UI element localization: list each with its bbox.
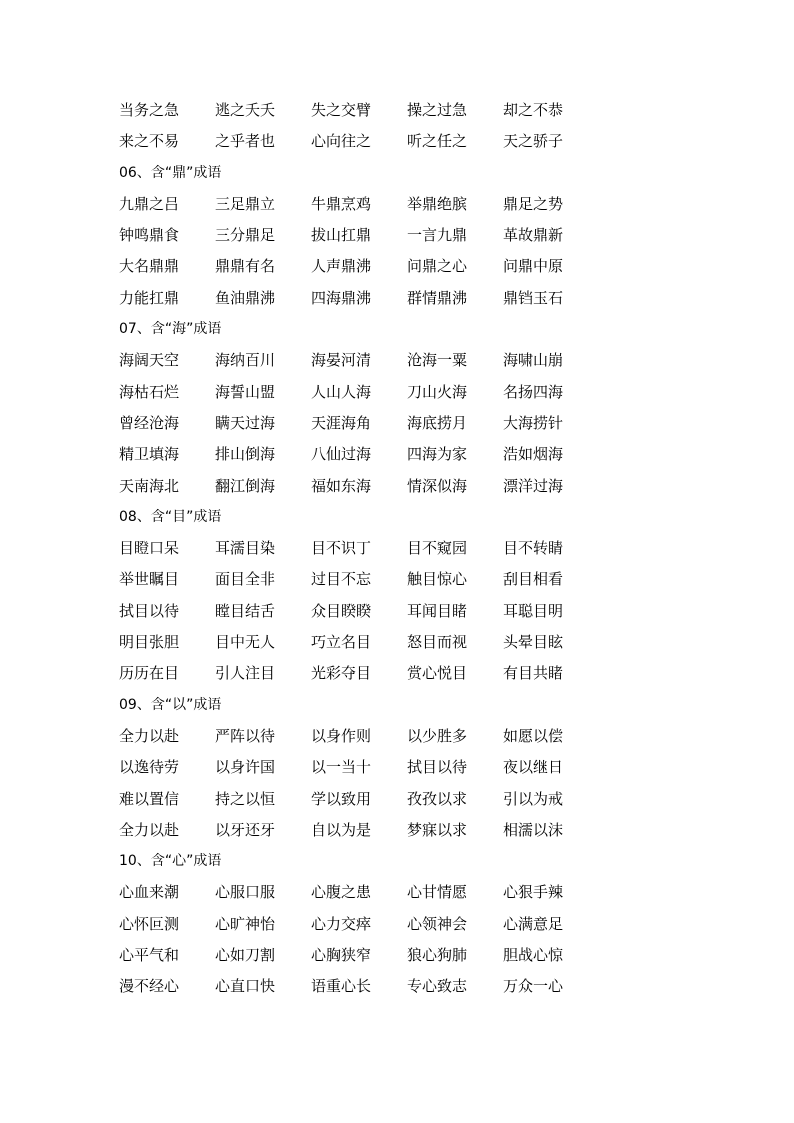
- idiom-cell: 明目张胆: [119, 633, 180, 652]
- idiom-cell: 历历在目: [119, 664, 180, 683]
- idiom-cell: 拭目以待: [407, 758, 468, 777]
- idiom-cell: 海啸山崩: [503, 351, 564, 370]
- idiom-cell: 如愿以偿: [503, 726, 564, 745]
- idiom-cell: 名扬四海: [503, 382, 564, 401]
- idiom-cell: 触目惊心: [407, 570, 468, 589]
- idiom-cell: 当务之急: [119, 101, 180, 119]
- idiom-cell: 逃之夭夭: [215, 101, 276, 119]
- idiom-cell: 却之不恭: [503, 101, 564, 119]
- idiom-cell: 海誓山盟: [215, 382, 276, 401]
- idiom-cell: 心如刀割: [215, 946, 276, 965]
- idiom-cell: 举鼎绝膑: [407, 194, 468, 213]
- idiom-cell: 心向往之: [311, 132, 372, 151]
- idiom-document: [119, 95, 589, 1003]
- idiom-cell: 持之以恒: [215, 789, 276, 808]
- idiom-cell: 九鼎之吕: [119, 194, 180, 213]
- idiom-cell: 人山人海: [311, 382, 372, 401]
- section-heading: 07、含“海”成语: [119, 321, 222, 338]
- idiom-cell: 孜孜以求: [407, 789, 468, 808]
- section-heading: 08、含“目”成语: [119, 508, 222, 525]
- idiom-cell: 曾经沧海: [119, 413, 180, 432]
- idiom-row: [119, 971, 589, 1002]
- idiom-cell: 众目睽睽: [311, 601, 372, 620]
- idiom-row: [119, 189, 589, 220]
- idiom-cell: 以身许国: [215, 758, 276, 777]
- idiom-cell: 怒目而视: [407, 633, 468, 652]
- idiom-cell: 瞒天过海: [215, 413, 276, 432]
- idiom-cell: 心血来潮: [119, 883, 180, 902]
- idiom-cell: 以一当十: [311, 758, 372, 777]
- idiom-row: [119, 471, 589, 502]
- idiom-cell: 问鼎之心: [407, 257, 468, 276]
- idiom-cell: 夜以继日: [503, 758, 564, 777]
- idiom-cell: 瞠目结舌: [215, 601, 276, 620]
- idiom-cell: 目不窥园: [407, 539, 468, 558]
- idiom-cell: 力能扛鼎: [119, 288, 180, 307]
- idiom-cell: 目瞪口呆: [119, 539, 180, 558]
- idiom-cell: 心腹之患: [311, 883, 372, 902]
- idiom-cell: 心胸狭窄: [311, 946, 372, 965]
- idiom-cell: 严阵以待: [215, 726, 276, 745]
- idiom-cell: 以少胜多: [407, 726, 468, 745]
- idiom-cell: 引人注目: [215, 664, 276, 683]
- idiom-cell: 语重心长: [311, 977, 372, 996]
- idiom-cell: 天之骄子: [503, 132, 564, 151]
- idiom-cell: 胆战心惊: [503, 946, 564, 965]
- idiom-cell: 巧立名目: [311, 633, 372, 652]
- idiom-cell: 拭目以待: [119, 601, 180, 620]
- idiom-row: [119, 627, 589, 658]
- idiom-cell: 八仙过海: [311, 445, 372, 464]
- idiom-cell: 三分鼎足: [215, 226, 276, 245]
- idiom-cell: 刀山火海: [407, 382, 468, 401]
- idiom-cell: 问鼎中原: [503, 257, 564, 276]
- section-heading: 09、含“以”成语: [119, 696, 222, 713]
- idiom-row: [119, 752, 589, 783]
- idiom-row: [119, 251, 589, 282]
- idiom-cell: 以身作则: [311, 726, 372, 745]
- idiom-row: [119, 784, 589, 815]
- idiom-cell: 心平气和: [119, 946, 180, 965]
- idiom-cell: 操之过急: [407, 101, 468, 119]
- idiom-cell: 三足鼎立: [215, 194, 276, 213]
- idiom-cell: 赏心悦目: [407, 664, 468, 683]
- idiom-row: [119, 377, 589, 408]
- idiom-cell: 福如东海: [311, 476, 372, 495]
- section-heading: 06、含“鼎”成语: [119, 164, 222, 181]
- idiom-cell: 引以为戒: [503, 789, 564, 808]
- idiom-row: [119, 909, 589, 940]
- idiom-cell: 鼎鼎有名: [215, 257, 276, 276]
- idiom-row: [119, 815, 589, 846]
- section-heading: 10、含“心”成语: [119, 853, 222, 870]
- idiom-cell: 鼎足之势: [503, 194, 564, 213]
- idiom-row: [119, 408, 589, 439]
- idiom-cell: 海晏河清: [311, 351, 372, 370]
- idiom-cell: 天南海北: [119, 476, 180, 495]
- idiom-cell: 浩如烟海: [503, 445, 564, 464]
- idiom-cell: 刮目相看: [503, 570, 564, 589]
- idiom-row: [119, 596, 589, 627]
- idiom-cell: 以牙还牙: [215, 820, 276, 839]
- idiom-cell: 漫不经心: [119, 977, 180, 996]
- idiom-row: [119, 283, 589, 314]
- idiom-cell: 海阔天空: [119, 351, 180, 370]
- idiom-cell: 情深似海: [407, 476, 468, 495]
- idiom-cell: 目中无人: [215, 633, 276, 652]
- idiom-cell: 人声鼎沸: [311, 257, 372, 276]
- idiom-cell: 精卫填海: [119, 445, 180, 464]
- idiom-cell: 失之交臂: [311, 101, 372, 119]
- idiom-row: [119, 220, 589, 251]
- idiom-cell: 心狠手辣: [503, 883, 564, 902]
- idiom-cell: 光彩夺目: [311, 664, 372, 683]
- idiom-cell: 面目全非: [215, 570, 276, 589]
- idiom-cell: 大海捞针: [503, 413, 564, 432]
- idiom-cell: 拔山扛鼎: [311, 226, 372, 245]
- idiom-cell: 过目不忘: [311, 570, 372, 589]
- idiom-cell: 耳闻目睹: [407, 601, 468, 620]
- idiom-cell: 心直口快: [215, 977, 276, 996]
- idiom-cell: 难以置信: [119, 789, 180, 808]
- idiom-cell: 群情鼎沸: [407, 288, 468, 307]
- idiom-cell: 海纳百川: [215, 351, 276, 370]
- idiom-cell: 耳聪目明: [503, 601, 564, 620]
- idiom-cell: 梦寐以求: [407, 820, 468, 839]
- idiom-cell: 万众一心: [503, 977, 564, 996]
- idiom-cell: 相濡以沫: [503, 820, 564, 839]
- idiom-row: [119, 564, 589, 595]
- idiom-cell: 之乎者也: [215, 132, 276, 151]
- idiom-cell: 革故鼎新: [503, 226, 564, 245]
- idiom-cell: 四海鼎沸: [311, 288, 372, 307]
- idiom-cell: 心服口服: [215, 883, 276, 902]
- idiom-cell: 钟鸣鼎食: [119, 226, 180, 245]
- idiom-cell: 专心致志: [407, 977, 468, 996]
- idiom-row: [119, 940, 589, 971]
- idiom-cell: 鼎铛玉石: [503, 288, 564, 307]
- idiom-cell: 排山倒海: [215, 445, 276, 464]
- idiom-row: [119, 658, 589, 689]
- idiom-cell: 全力以赴: [119, 726, 180, 745]
- idiom-cell: 翻江倒海: [215, 476, 276, 495]
- idiom-cell: 全力以赴: [119, 820, 180, 839]
- idiom-row: [119, 721, 589, 752]
- idiom-cell: 牛鼎烹鸡: [311, 194, 372, 213]
- idiom-cell: 耳濡目染: [215, 539, 276, 558]
- idiom-cell: 心怀叵测: [119, 914, 180, 933]
- idiom-cell: 鱼油鼎沸: [215, 288, 276, 307]
- idiom-cell: 心满意足: [503, 914, 564, 933]
- idiom-cell: 沧海一粟: [407, 351, 468, 370]
- idiom-cell: 海底捞月: [407, 413, 468, 432]
- idiom-cell: 天涯海角: [311, 413, 372, 432]
- idiom-row: [119, 345, 589, 376]
- idiom-cell: 目不转睛: [503, 539, 564, 558]
- idiom-cell: 来之不易: [119, 132, 180, 151]
- idiom-cell: 心领神会: [407, 914, 468, 933]
- idiom-row: [119, 533, 589, 564]
- idiom-cell: 有目共睹: [503, 664, 564, 683]
- idiom-row: [119, 126, 589, 157]
- idiom-cell: 漂洋过海: [503, 476, 564, 495]
- idiom-cell: 海枯石烂: [119, 382, 180, 401]
- idiom-cell: 一言九鼎: [407, 226, 468, 245]
- idiom-cell: 心甘情愿: [407, 883, 468, 902]
- idiom-cell: 四海为家: [407, 445, 468, 464]
- idiom-cell: 听之任之: [407, 132, 468, 151]
- idiom-row: [119, 877, 589, 908]
- idiom-row: [119, 95, 589, 126]
- idiom-cell: 狼心狗肺: [407, 946, 468, 965]
- idiom-cell: 心旷神怡: [215, 914, 276, 933]
- idiom-cell: 举世瞩目: [119, 570, 180, 589]
- idiom-cell: 自以为是: [311, 820, 372, 839]
- idiom-cell: 头晕目眩: [503, 633, 564, 652]
- idiom-cell: 大名鼎鼎: [119, 257, 180, 276]
- idiom-cell: 以逸待劳: [119, 758, 180, 777]
- idiom-row: [119, 439, 589, 470]
- idiom-cell: 学以致用: [311, 789, 372, 808]
- idiom-cell: 目不识丁: [311, 539, 372, 558]
- idiom-cell: 心力交瘁: [311, 914, 372, 933]
